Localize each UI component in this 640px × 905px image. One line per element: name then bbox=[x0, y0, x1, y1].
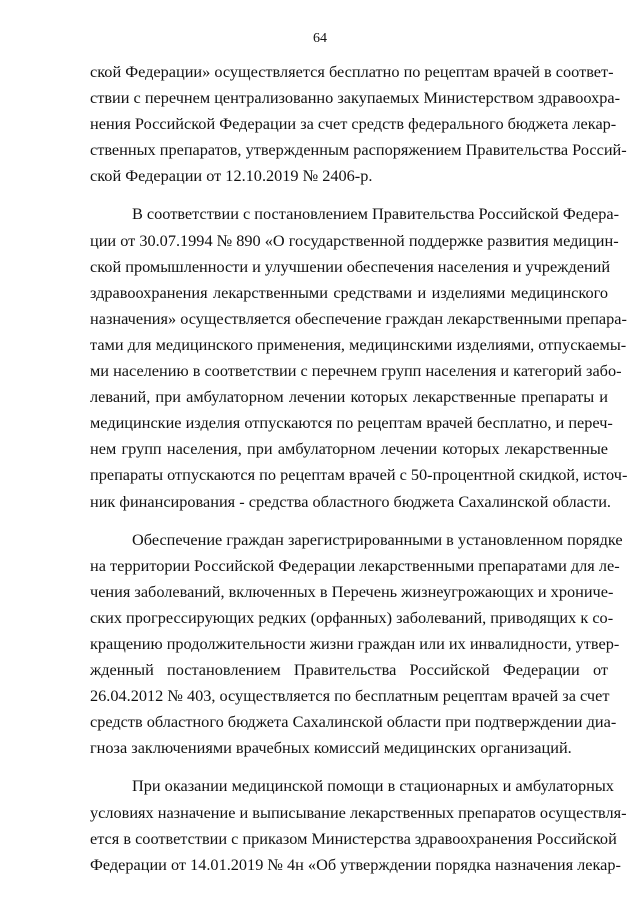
text-line: ственных препаратов, утвержденным распоряжением Правительства Россий- bbox=[90, 140, 627, 160]
text-line: ской Федерации от 12.10.2019 № 2406-р. bbox=[90, 166, 373, 186]
text-line: ствии с перечнем централизованно закупаемых Министерством здравоохра- bbox=[90, 88, 621, 108]
text-line: назначения» осуществляется обеспечение граждан лекарственными препара- bbox=[90, 308, 627, 328]
text-line: Федерации от 14.01.2019 № 4н «Об утверждении порядка назначения лекар- bbox=[90, 854, 621, 874]
text-line: нем групп населения, при амбулаторном лечении которых лекарственные bbox=[90, 439, 608, 459]
text-line: 26.04.2012 № 403, осуществляется по бесплатным рецептам врачей за счет bbox=[90, 686, 610, 706]
paragraph bbox=[90, 773, 627, 877]
text-line: Обеспечение граждан зарегистрированными в установленном порядке bbox=[132, 529, 623, 549]
text-line: ской промышленности и улучшении обеспечения населения и учреждений bbox=[90, 256, 611, 276]
text-line: ник финансирования - средства областного бюджета Сахалинской области. bbox=[90, 491, 611, 511]
text-line: на территории Российской Федерации лекарственными препаратами для ле- bbox=[90, 555, 620, 575]
text-line: средств областного бюджета Сахалинской области при подтверждении диа- bbox=[90, 712, 617, 732]
text-line: нения Российской Федерации за счет средств федерального бюджета лекар- bbox=[90, 114, 617, 134]
text-line: ми населению в соответствии с перечнем групп населения и категорий забо- bbox=[90, 361, 622, 381]
text-line: гноза заключениями врачебных комиссий медицинских организаций. bbox=[90, 738, 572, 758]
page-number: 64 bbox=[313, 31, 327, 46]
paragraph bbox=[90, 59, 627, 189]
text-line: медицинские изделия отпускаются по рецептам врачей бесплатно, и переч- bbox=[90, 413, 613, 433]
text-line: препараты отпускаются по рецептам врачей с 50-процентной скидкой, источ- bbox=[90, 465, 628, 485]
text-line: ции от 30.07.1994 № 890 «О государственной поддержке развития медицин- bbox=[90, 230, 619, 250]
text-line: ской Федерации» осуществляется бесплатно по рецептам врачей в соответ- bbox=[90, 62, 614, 81]
text-line: тами для медицинского применения, медицинскими изделиями, отпускаемы- bbox=[90, 334, 627, 354]
body-text bbox=[90, 59, 628, 878]
text-line: условиях назначение и выписывание лекарственных препаратов осуществля- bbox=[90, 802, 627, 822]
text-line: ется в соответствии с приказом Министерства здравоохранения Российской bbox=[90, 828, 617, 848]
paragraph-gap bbox=[90, 515, 608, 527]
text-line: жденный постановлением Правительства Российской Федерации от bbox=[90, 660, 608, 680]
text-line: леваний, при амбулаторном лечении которых лекарственные препараты и bbox=[90, 387, 608, 407]
text-line: При оказании медицинской помощи в стационарных и амбулаторных bbox=[132, 776, 614, 796]
text-line: кращению продолжительности жизни граждан или их инвалидности, утвер- bbox=[90, 633, 620, 653]
paragraph-gap bbox=[90, 761, 608, 773]
text-line: В соответствии с постановлением Правительства Российской Федера- bbox=[132, 204, 620, 224]
text-line: ских прогрессирующих редких (орфанных) заболеваний, приводящих к со- bbox=[90, 607, 614, 627]
paragraph-gap bbox=[90, 189, 608, 201]
paragraph bbox=[90, 527, 623, 762]
paragraph bbox=[90, 201, 628, 514]
text-line: здравоохранения лекарственными средствами и изделиями медицинского bbox=[90, 282, 608, 302]
text-line: чения заболеваний, включенных в Перечень жизнеугрожающих и хрониче- bbox=[90, 581, 614, 601]
